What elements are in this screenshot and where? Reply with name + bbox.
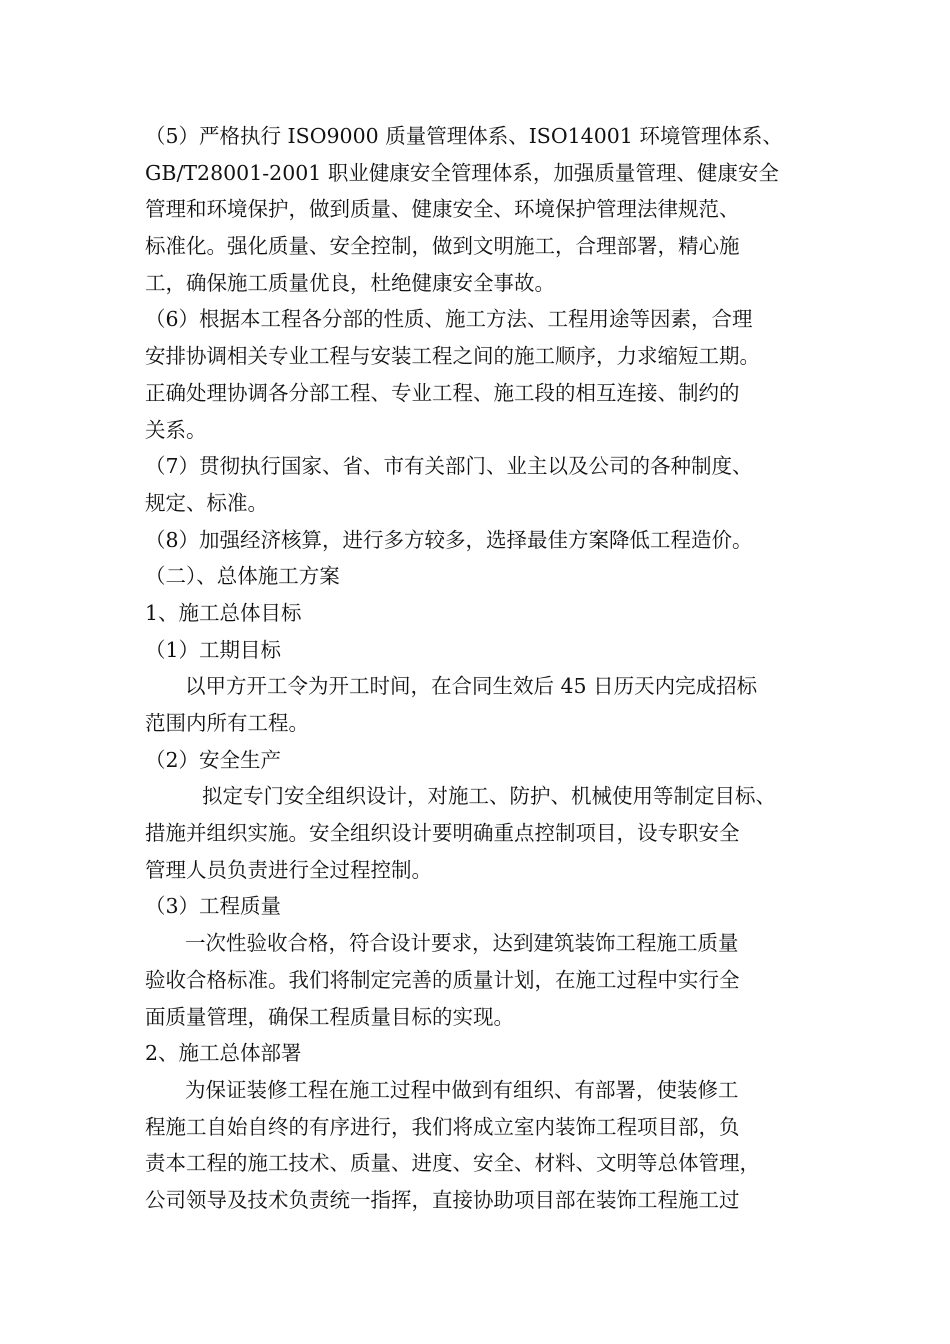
text-line: GB/T28001-2001 职业健康安全管理体系，加强质量管理、健康安全 — [145, 160, 779, 185]
text-line: 拟定专门安全组织设计，对施工、防护、机械使用等制定目标、 — [202, 784, 776, 809]
text-line: 程施工自始自终的有序进行，我们将成立室内装饰工程项目部，负 — [145, 1114, 740, 1139]
text-line: （6）根据本工程各分部的性质、施工方法、工程用途等因素，合理 — [145, 307, 753, 332]
text-line: （8）加强经济核算，进行多方较多，选择最佳方案降低工程造价。 — [145, 527, 753, 552]
text-line: 2、施工总体部署 — [145, 1041, 302, 1066]
text-line: 验收合格标准。我们将制定完善的质量计划，在施工过程中实行全 — [145, 967, 740, 992]
text-line: （二）、总体施工方案 — [145, 564, 340, 589]
text-line: 关系。 — [145, 417, 207, 442]
text-line: 规定、标准。 — [145, 490, 268, 515]
document-page — [145, 118, 815, 1219]
text-line: （2）安全生产 — [145, 747, 282, 772]
text-line: 范围内所有工程。 — [145, 711, 309, 735]
text-line: （3）工程质量 — [145, 894, 282, 919]
text-line: 一次性验收合格，符合设计要求，达到建筑装饰工程施工质量 — [185, 931, 739, 956]
text-line: （5）严格执行 ISO9000 质量管理体系、ISO14001 环境管理体系、 — [145, 124, 783, 148]
text-line: 标准化。强化质量、安全控制，做到文明施工，合理部署，精心施 — [145, 234, 740, 259]
text-line: 管理人员负责进行全过程控制。 — [145, 857, 432, 882]
text-line: 面质量管理，确保工程质量目标的实现。 — [145, 1004, 514, 1029]
text-line: 责本工程的施工技术、质量、进度、安全、材料、文明等总体管理， — [145, 1151, 760, 1176]
text-line: 工，确保施工质量优良，杜绝健康安全事故。 — [145, 270, 555, 295]
text-line: 1、施工总体目标 — [145, 600, 302, 625]
text-line: 措施并组织实施。安全组织设计要明确重点控制项目，设专职安全 — [145, 821, 740, 846]
text-line: 为保证装修工程在施工过程中做到有组织、有部署，使装修工 — [185, 1077, 739, 1102]
text-line: （1）工期目标 — [145, 637, 282, 662]
text-line: 管理和环境保护，做到质量、健康安全、环境保护管理法律规范、 — [145, 197, 740, 222]
text-line: 安排协调相关专业工程与安装工程之间的施工顺序，力求缩短工期。 — [145, 344, 760, 369]
text-line: （7）贯彻执行国家、省、市有关部门、业主以及公司的各种制度、 — [145, 454, 753, 479]
text-line: 正确处理协调各分部工程、专业工程、施工段的相互连接、制约的 — [145, 380, 740, 405]
text-line: 以甲方开工令为开工时间，在合同生效后 45 日历天内完成招标 — [185, 674, 758, 699]
text-line: 公司领导及技术负责统一指挥，直接协助项目部在装饰工程施工过 — [145, 1187, 740, 1212]
